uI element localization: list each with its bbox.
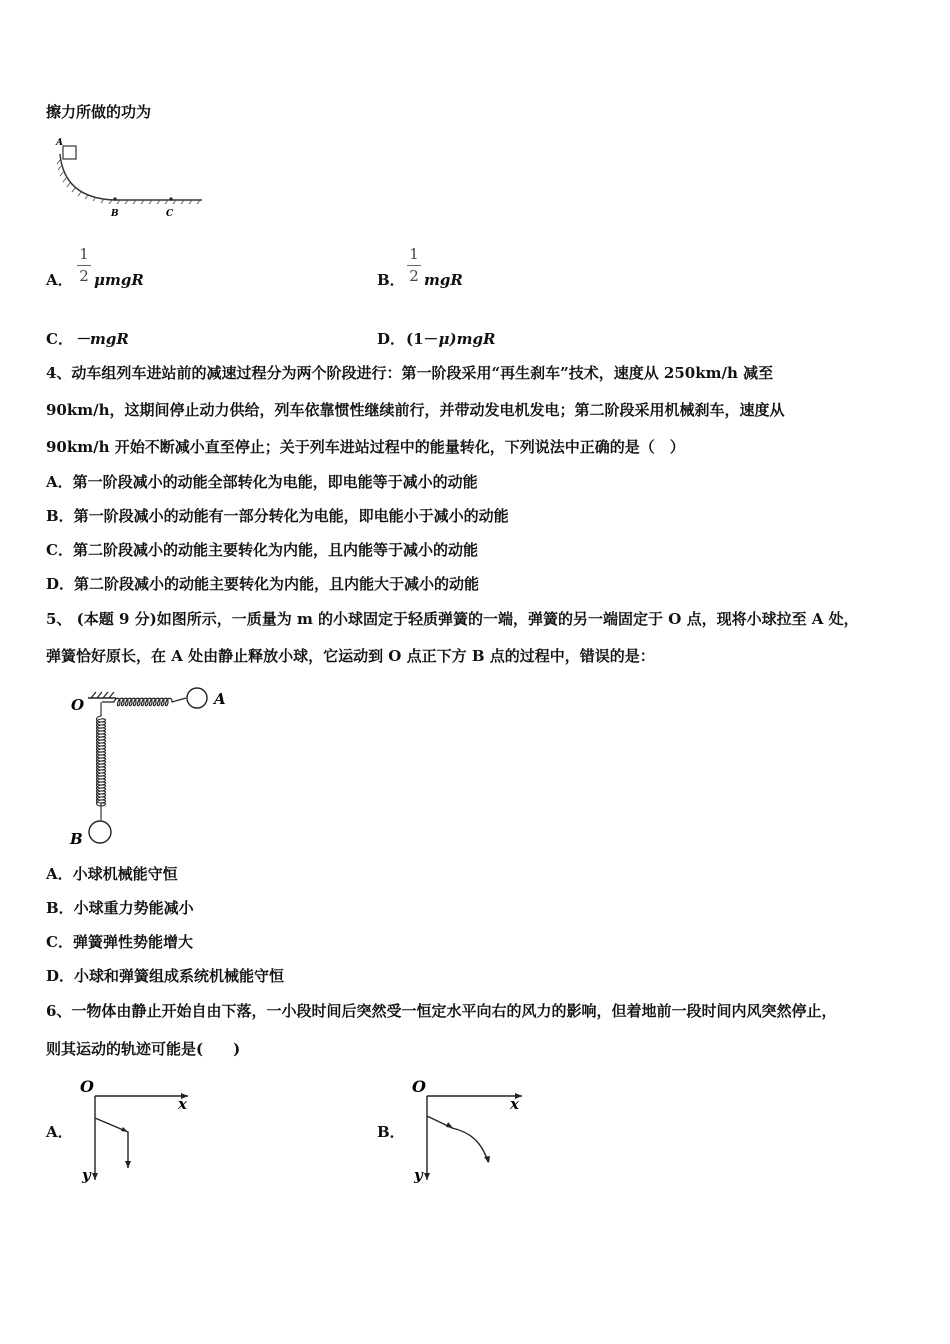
q4-option-c: C．第二阶段减小的动能主要转化为内能，且内能等于减小的动能	[46, 541, 478, 559]
q4-option-d: D．第二阶段减小的动能主要转化为内能，且内能大于减小的动能	[46, 575, 480, 593]
q4-stem-line-2: 90km/h，这期间停止动力供给，列车依靠惯性继续前行，并带动发电机发电；第二阶段采用机械刹车，速度从	[46, 401, 785, 419]
option-c-expression: －mgR	[75, 330, 129, 348]
q6-option-a: A．	[46, 1123, 73, 1141]
ramp-surface	[60, 154, 202, 200]
point-c	[169, 197, 172, 200]
question-continuation: 擦力所做的功为	[46, 103, 152, 121]
y-axis-arrowhead	[424, 1173, 430, 1180]
q5-stem-line-2: 弹簧恰好原长，在 A 处由静止释放小球，它运动到 O 点正下方 B 点的过程中，错误的是：	[46, 647, 655, 665]
q6-option-b: B．	[377, 1123, 405, 1141]
q4-stem-line-1: 4、动车组列车进站前的减速过程分为两个阶段进行：第一阶段采用“再生刹车”技术，速度从 250km/h 减至	[46, 364, 774, 382]
trajectory-a-arrow-2	[125, 1161, 131, 1168]
q6-stem-line-1: 6、一物体由静止开始自由下落，一小段时间后突然受一恒定水平向右的风力的影响，但着地前一段时间内风突然停止，	[46, 1002, 837, 1020]
trajectory-b-arrow-2	[484, 1156, 490, 1163]
axis-origin-label: O	[80, 1077, 94, 1096]
trajectory-b-figure	[408, 1076, 533, 1188]
axis-origin-label: O	[412, 1077, 426, 1096]
option-d-expression	[406, 329, 495, 349]
trajectory-b-path	[427, 1116, 488, 1162]
option-d-letter: D．	[377, 330, 406, 348]
axis-y-label: y	[414, 1166, 423, 1184]
block	[63, 146, 76, 159]
spring-figure	[68, 684, 233, 850]
trajectory-a-path	[95, 1118, 128, 1168]
q4-option-b: B．第一阶段减小的动能有一部分转化为电能，即电能小于减小的动能	[46, 507, 509, 525]
option-a-letter: A．	[46, 271, 73, 289]
option-a-fraction	[77, 246, 91, 285]
vertical-spring	[97, 702, 106, 820]
option-b-fraction	[407, 246, 421, 285]
q4-option-a: A．第一阶段减小的动能全部转化为电能，即电能等于减小的动能	[46, 473, 478, 491]
point-b	[113, 197, 116, 200]
ramp-label-a: A	[56, 138, 63, 148]
axis-y-label: y	[82, 1166, 91, 1184]
y-axis-arrowhead	[92, 1173, 98, 1180]
trajectory-a-arrow-1	[121, 1127, 128, 1132]
spring-label-a: A	[214, 690, 226, 708]
ceiling-hatching	[91, 692, 114, 698]
axis-x-label: x	[510, 1095, 519, 1113]
trajectory-a-figure	[76, 1076, 196, 1188]
fraction-bar	[77, 265, 91, 266]
option-b-expression: mgR	[424, 271, 463, 289]
fraction-bar	[407, 265, 421, 266]
ramp-hatching	[57, 160, 200, 204]
q5-option-c: C．弹簧弹性势能增大	[46, 933, 193, 951]
option-b-letter: B．	[377, 271, 405, 289]
fraction-numerator: 1	[79, 245, 89, 263]
fraction-numerator: 1	[409, 245, 419, 263]
spring-label-b: B	[70, 830, 83, 848]
option-d-prefix: (1－	[406, 330, 439, 348]
q4-stem-line-3: 90km/h 开始不断减小直至停止；关于列车进站过程中的能量转化，下列说法中正确的是（ ）	[46, 438, 685, 456]
spring-label-o: O	[71, 696, 85, 714]
axis-x-label: x	[178, 1095, 187, 1113]
q5-option-a: A．小球机械能守恒	[46, 865, 178, 883]
q5-stem-line-1: 5、 (本题 9 分)如图所示，一质量为 m 的小球固定于轻质弹簧的一端，弹簧的另一端固定于 O 点，现将小球拉至 A 处，	[46, 610, 859, 628]
q5-option-b: B．小球重力势能减小	[46, 899, 194, 917]
mu-symbol: μ	[438, 330, 450, 348]
option-a-expression: μmgR	[94, 271, 144, 289]
ramp-label-b: B	[111, 209, 119, 219]
trajectory-b-arrow-1	[446, 1122, 453, 1128]
ball-a	[187, 688, 207, 708]
q6-stem-line-2: 则其运动的轨迹可能是( )	[46, 1040, 241, 1058]
fraction-denominator: 2	[409, 267, 419, 285]
ramp-label-c: C	[166, 209, 174, 219]
fraction-denominator: 2	[79, 267, 89, 285]
ramp-figure	[52, 136, 212, 226]
horizontal-spring	[102, 698, 186, 706]
q5-option-d: D．小球和弹簧组成系统机械能守恒	[46, 967, 285, 985]
ball-b	[89, 821, 111, 843]
option-c-letter: C．	[46, 330, 73, 348]
option-d-suffix: )mgR	[449, 330, 496, 348]
